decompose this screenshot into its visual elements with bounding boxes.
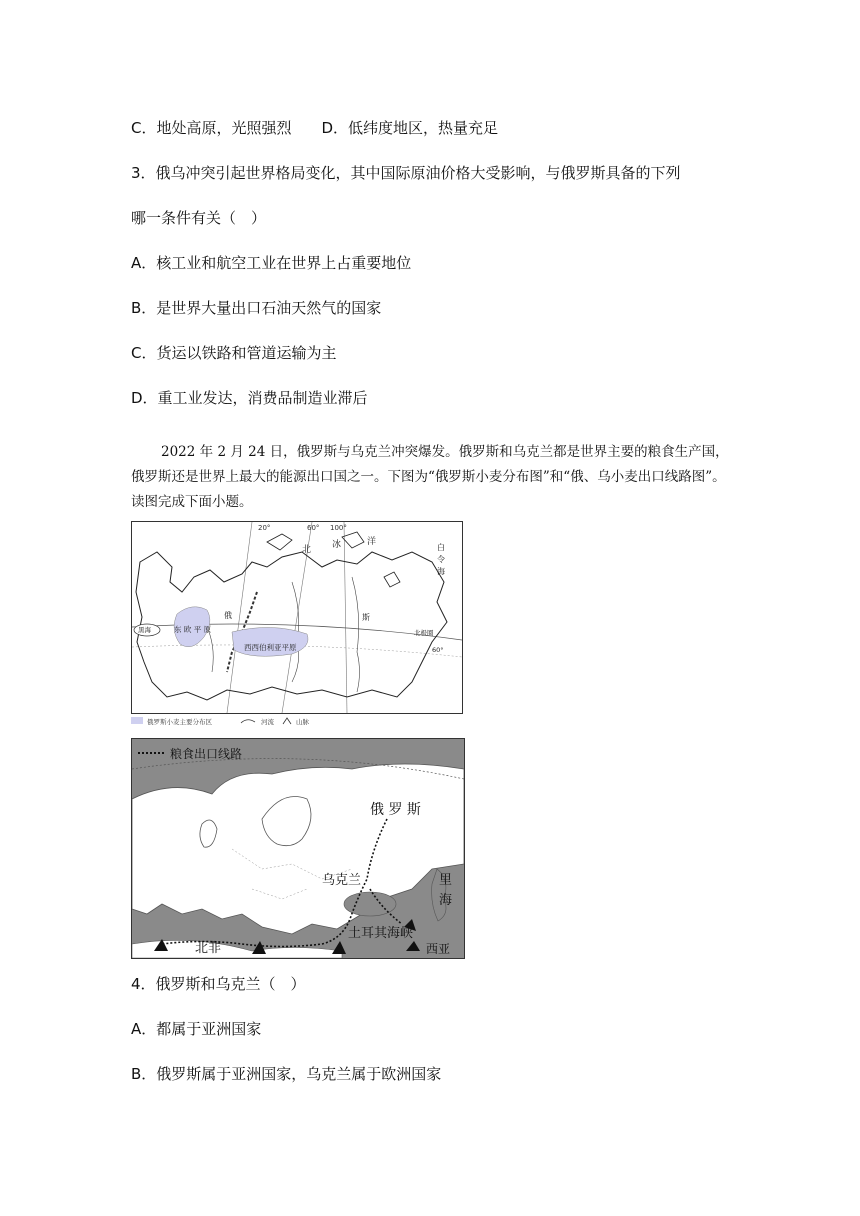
- mountain-legend-icon: [283, 718, 291, 724]
- west-asia-label: 西亚: [426, 942, 451, 956]
- reading-passage: [131, 440, 731, 515]
- q4-stem: 4．俄罗斯和乌克兰（ ）: [131, 975, 306, 993]
- q4-option-b: B．俄罗斯属于亚洲国家，乌克兰属于欧洲国家: [131, 1065, 442, 1083]
- ukraine-label: 乌克兰: [322, 873, 362, 888]
- route-legend-label: 粮食出口线路: [170, 747, 243, 761]
- caspian-label-2: 海: [439, 893, 453, 908]
- q3-option-b: B．是世界大量出口石油天然气的国家: [131, 299, 382, 317]
- q3-option-a: A．核工业和航空工业在世界上占重要地位: [131, 254, 412, 272]
- russia-label: 俄 罗 斯: [370, 802, 421, 818]
- lat-60-label: 60°: [432, 646, 444, 654]
- legend-wheat-label: 俄罗斯小麦主要分布区: [147, 718, 212, 726]
- q4-option-a: A．都属于亚洲国家: [131, 1020, 262, 1038]
- russia-char-1: 俄: [224, 611, 232, 620]
- q3-option-d: D．重工业发达，消费品制造业滞后: [131, 389, 368, 407]
- lon-100-label: 100°: [330, 524, 347, 532]
- caspian-label-1: 里: [439, 873, 453, 888]
- north-africa-label: 北非: [195, 941, 222, 956]
- black-sea-label: 黑海: [138, 626, 151, 634]
- lon-20-label: 20°: [258, 524, 271, 532]
- river-legend-icon: [241, 720, 255, 723]
- arctic-circle-label: 北极圈: [414, 629, 434, 637]
- russia-wheat-map: [131, 521, 463, 714]
- bering-sea-char-1: 白: [437, 543, 445, 552]
- q3-stem-line2: 哪一条件有关（ ）: [131, 209, 267, 227]
- turkish-straits-label: 土耳其海峡: [348, 926, 414, 941]
- arctic-ocean-char-1: 北: [302, 545, 312, 555]
- wheat-area-swatch: [131, 717, 143, 724]
- russia-char-2: 斯: [362, 613, 370, 622]
- arctic-ocean-char-2: 冰: [332, 540, 342, 550]
- svg-text:20°: [258, 524, 270, 532]
- bering-sea-char-3: 海: [437, 567, 445, 576]
- passage-paragraph: 2022 年 2 月 24 日，俄罗斯与乌克兰冲突爆发。俄罗斯和乌克兰都是世界主要的粮食生产国，俄罗斯还是世界上最大的能源出口国之一。下图为“俄罗斯小麦分布图”和“俄、乌小麦出口线路图”。读图完成下面小题。: [131, 444, 729, 510]
- bering-sea-char-2: 令: [437, 555, 445, 564]
- east-european-plain-label: 东 欧 平 原: [174, 625, 212, 634]
- grain-export-route-map: [131, 738, 465, 959]
- q3-option-c: C．货运以铁路和管道运输为主: [131, 344, 337, 362]
- legend-river-label: 河流: [261, 718, 274, 726]
- west-siberian-plain-label: 西西伯利亚平原: [244, 643, 297, 652]
- q3-stem-line1: 3．俄乌冲突引起世界格局变化，其中国际原油价格大受影响，与俄罗斯具备的下列: [131, 164, 681, 182]
- q2-options-c-d: C．地处高原，光照强烈 D．低纬度地区，热量充足: [131, 119, 499, 137]
- lon-60-label: 60°: [307, 524, 320, 532]
- legend-mountain-label: 山脉: [296, 718, 309, 726]
- wheat-map-legend: [131, 714, 461, 730]
- arctic-ocean-char-3: 洋: [367, 537, 377, 547]
